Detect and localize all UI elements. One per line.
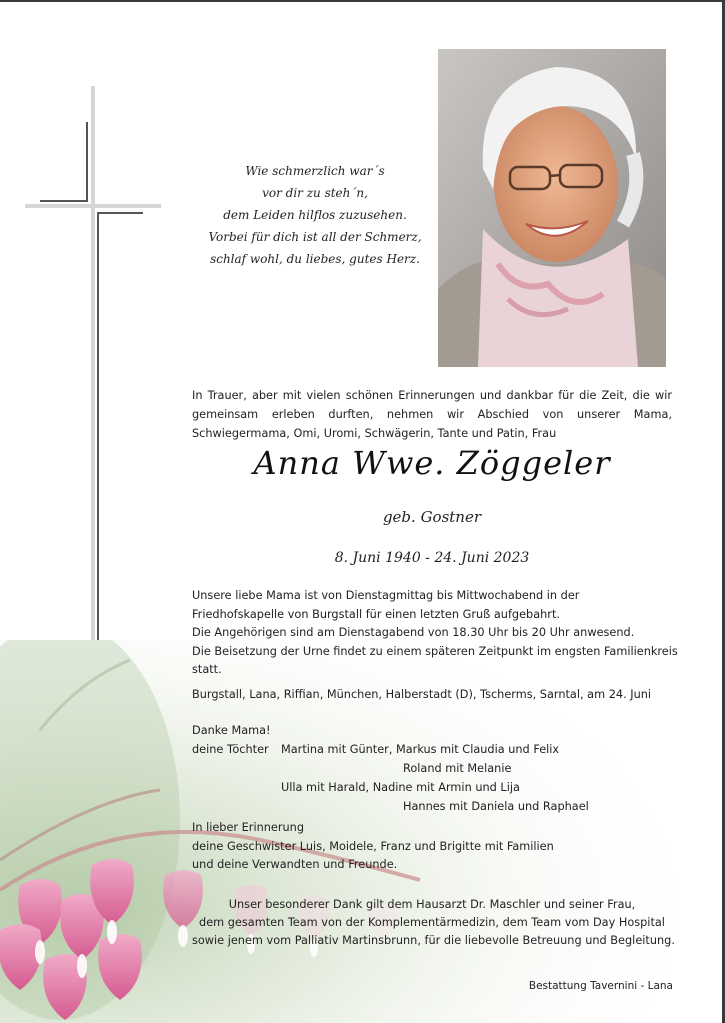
details-line: Unsere liebe Mama ist von Dienstagmittag bis Mittwochabend in der xyxy=(192,589,580,602)
birth-name: geb. Gostner xyxy=(382,508,482,526)
memorial-verse xyxy=(190,160,440,270)
thanks-line: Unser besonderer Dank gilt dem Hausarzt Dr. Maschler und seiner Frau, xyxy=(228,898,636,911)
portrait-photo xyxy=(438,49,666,367)
verse-line: schlaf wohl, du liebes, gutes Herz. xyxy=(210,252,420,266)
verse-line: vor dir zu steh´n, xyxy=(262,186,368,200)
viewing-details xyxy=(192,587,678,680)
cross-icon xyxy=(0,0,170,650)
verse-line: Vorbei für dich ist all der Schmerz, xyxy=(208,230,422,244)
details-line: Die Beisetzung der Urne findet zu einem späteren Zeitpunkt im engsten Familienkreis xyxy=(192,644,678,658)
mourner-line: Ulla mit Harald, Nadine mit Armin und Lija xyxy=(281,781,520,794)
intro-paragraph: In Trauer, aber mit vielen schönen Erinnerungen und dankbar für die Zeit, die wir gemeinsam erleben durften, nehmen wir Abschied von unserer Mama, Schwiegermama, Omi, Uromi, Schwägerin, Tante und Patin, Frau xyxy=(192,389,672,440)
daughters-label: deine Töchter xyxy=(192,743,269,756)
details-line: Friedhofskapelle von Burgstall für einen letzten Gruß aufgebahrt. xyxy=(192,607,560,621)
life-dates: 8. Juni 1940 - 24. Juni 2023 xyxy=(334,550,530,566)
memory-line: In lieber Erinnerung xyxy=(192,821,304,834)
details-line: Die Angehörigen sind am Dienstagabend von 18.30 Uhr bis 20 Uhr anwesend. xyxy=(192,626,635,639)
verse-line: Wie schmerzlich war´s xyxy=(245,164,385,178)
funeral-home: Bestattung Tavernini - Lana xyxy=(528,980,673,992)
mourner-line: Roland mit Melanie xyxy=(403,762,512,775)
in-memory-block xyxy=(192,819,672,875)
memory-line: und deine Verwandten und Freunde. xyxy=(192,858,398,871)
verse-line: dem Leiden hilflos zuzusehen. xyxy=(223,208,407,222)
special-thanks xyxy=(192,896,675,950)
memory-line: deine Geschwister Luis, Moidele, Franz und Brigitte mit Familien xyxy=(192,839,554,853)
mourner-line: Martina mit Günter, Markus mit Claudia und Felix xyxy=(281,743,560,756)
details-line: statt. xyxy=(192,663,222,676)
mourner-line: Hannes mit Daniela und Raphael xyxy=(403,800,589,813)
places-and-date: Burgstall, Lana, Riffian, München, Halberstadt (D), Tscherms, Sarntal, am 24. Juni xyxy=(192,688,652,701)
thanks-line: dem gesamten Team von der Komplementärmedizin, dem Team vom Day Hospital xyxy=(199,916,665,929)
deceased-name: Anna Wwe. Zöggeler xyxy=(253,444,611,482)
thanks-line: sowie jenem vom Palliativ Martinsbrunn, für die liebevolle Betreuung und Begleitung. xyxy=(192,934,675,947)
greeting: Danke Mama! xyxy=(192,724,271,737)
